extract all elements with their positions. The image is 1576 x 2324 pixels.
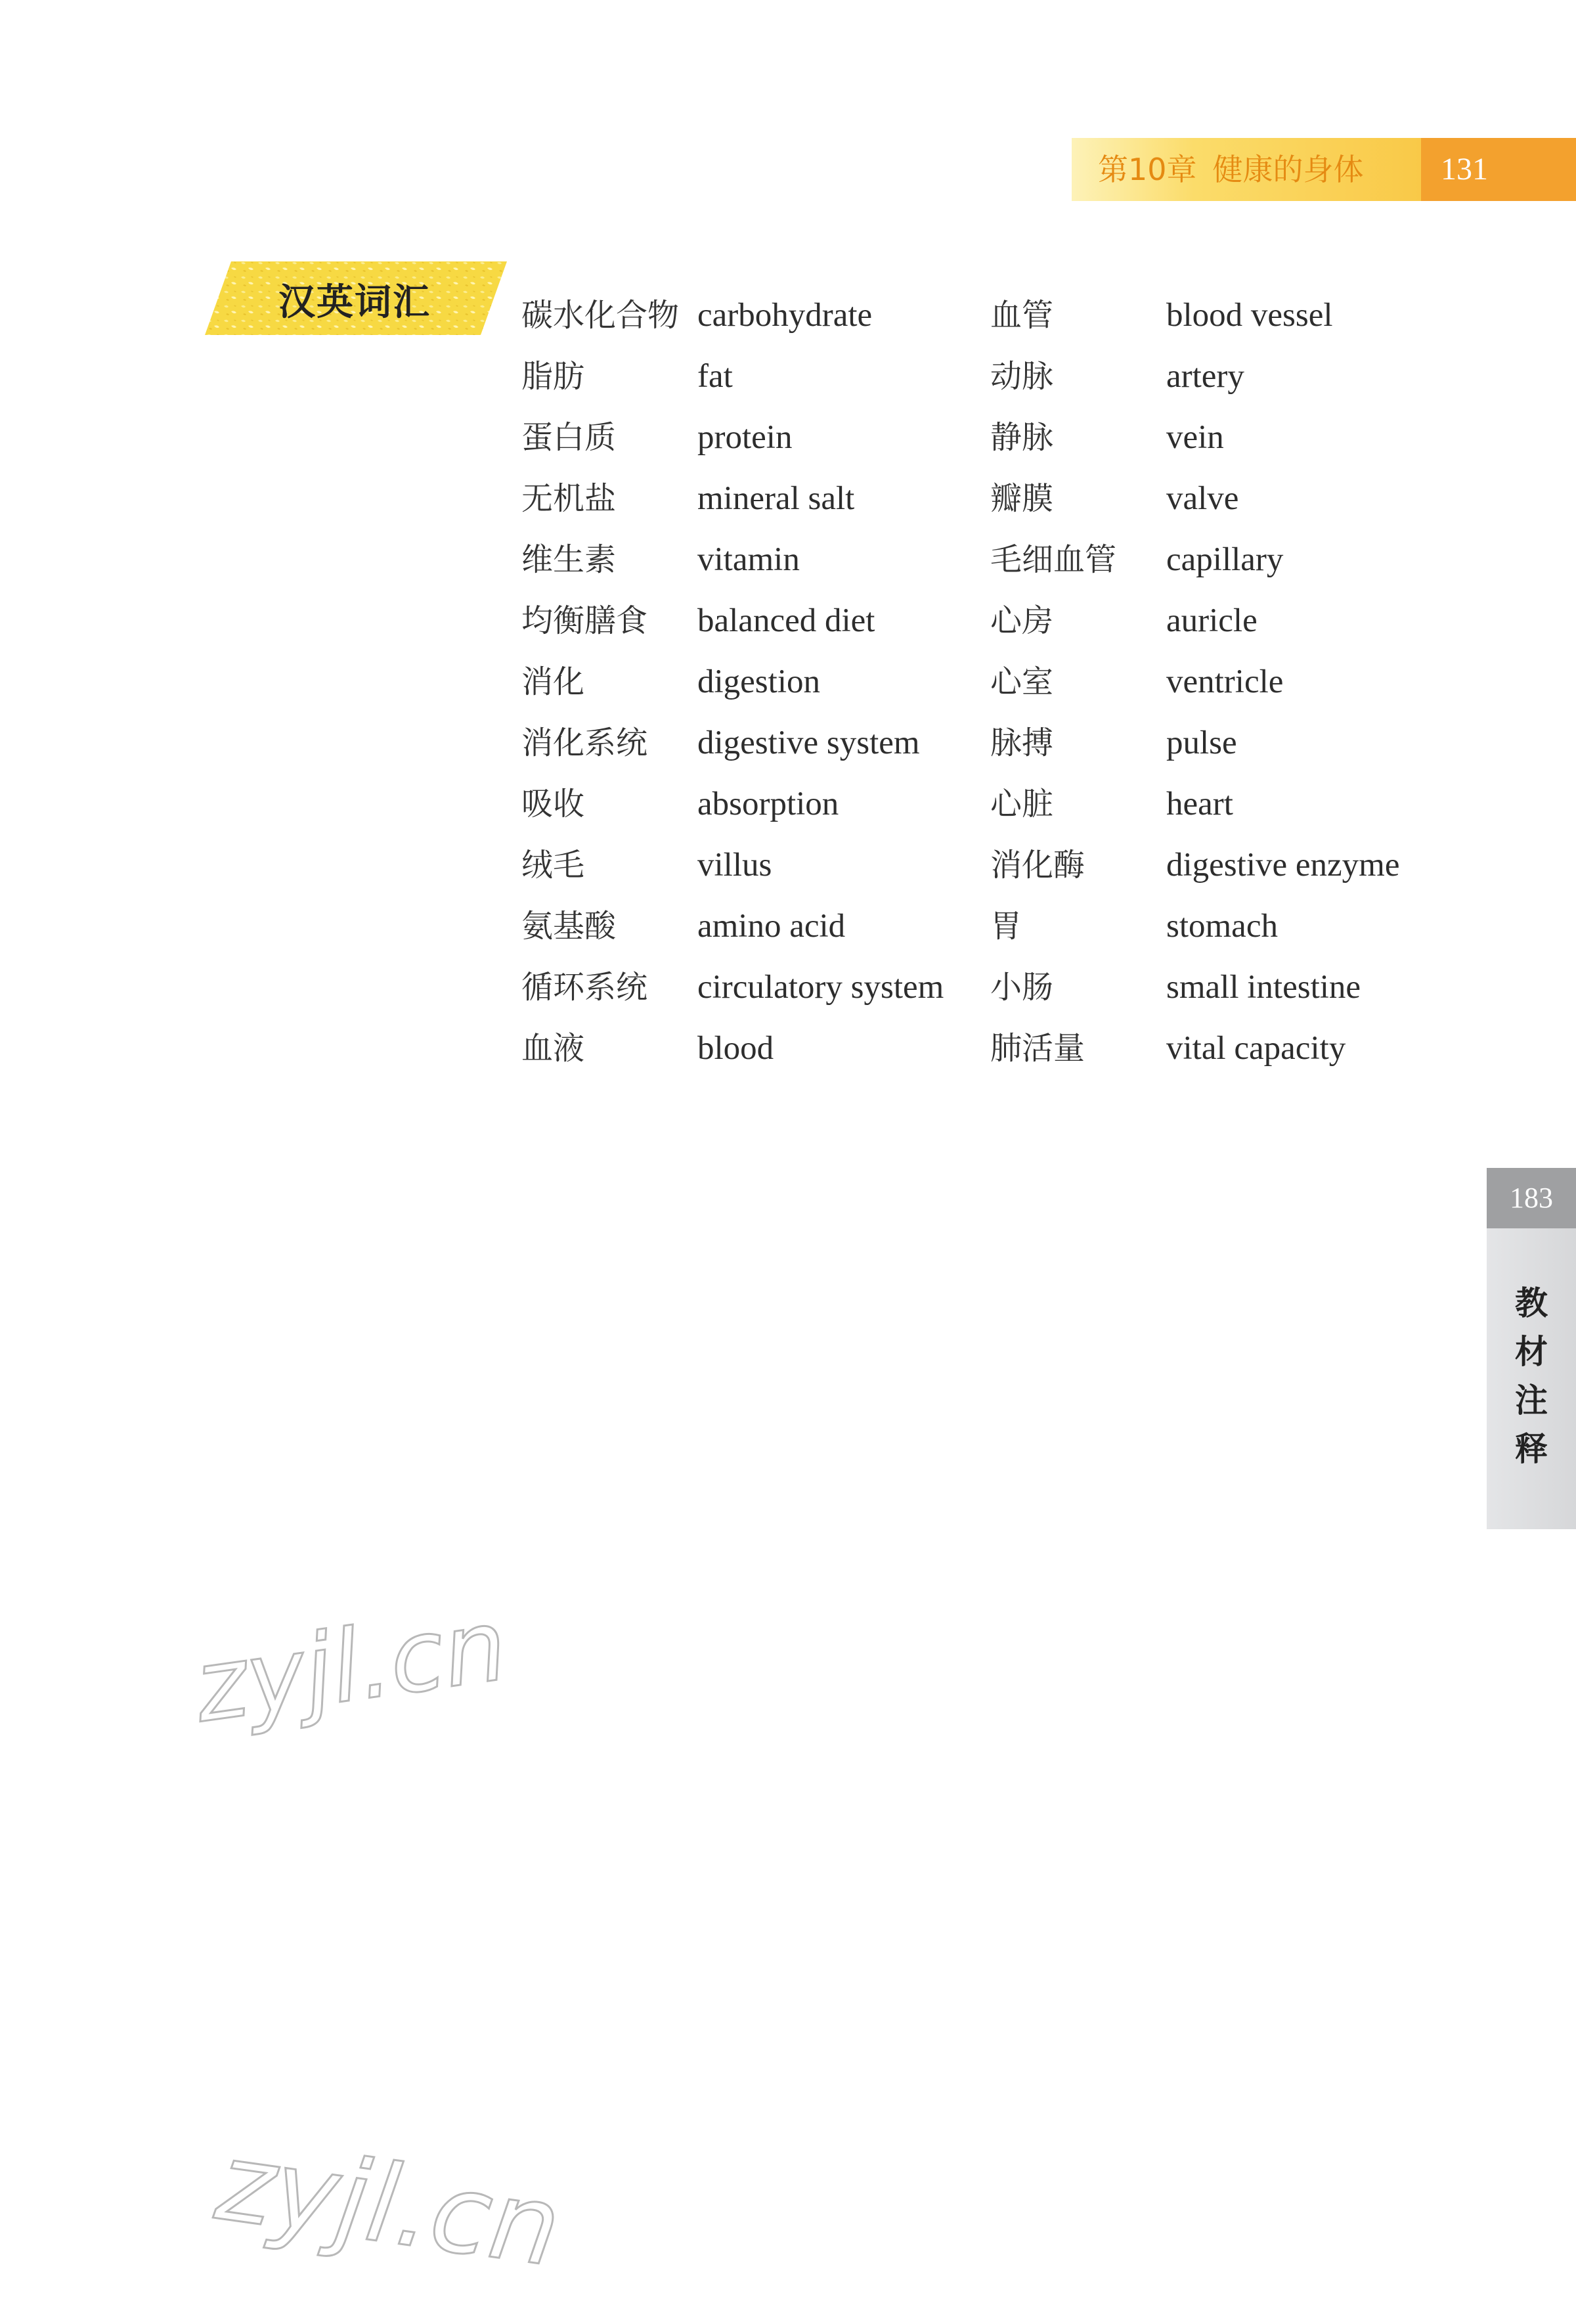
- term-chinese: 静脉: [990, 419, 1054, 456]
- term-chinese: 毛细血管: [990, 541, 1117, 578]
- watermark: zyjl.cn: [188, 1588, 514, 1745]
- term-english: absorption: [697, 786, 839, 822]
- term-chinese: 心室: [990, 663, 1054, 700]
- term-chinese: 脂肪: [521, 358, 585, 395]
- term-chinese: 氨基酸: [521, 908, 617, 945]
- side-tab-page-number: 183: [1487, 1168, 1576, 1228]
- term-english: carbohydrate: [697, 297, 873, 334]
- term-chinese: 血液: [521, 1030, 585, 1067]
- vocabulary-row: [519, 289, 1438, 350]
- side-tab-char: 释: [1515, 1430, 1548, 1468]
- vocabulary-row: [519, 533, 1438, 594]
- term-english: blood: [697, 1030, 774, 1067]
- term-chinese: 心房: [990, 602, 1054, 639]
- term-chinese: 心脏: [990, 786, 1054, 822]
- side-tab-char: 教: [1515, 1284, 1548, 1322]
- term-chinese: 均衡膳食: [521, 602, 648, 639]
- vocabulary-row: [519, 472, 1438, 533]
- term-chinese: 维生素: [521, 541, 617, 578]
- vocabulary-row: [519, 961, 1438, 1022]
- term-english: pulse: [1166, 725, 1237, 761]
- term-english: blood vessel: [1166, 297, 1333, 334]
- term-chinese: 蛋白质: [521, 419, 617, 456]
- term-chinese: 脉搏: [990, 725, 1054, 761]
- vocabulary-row: [519, 656, 1438, 717]
- term-chinese: 无机盐: [521, 480, 617, 517]
- term-english: mineral salt: [697, 480, 855, 517]
- chapter-title: 健康的身体: [1212, 152, 1364, 187]
- vocabulary-row: [519, 1022, 1438, 1083]
- term-english: protein: [697, 419, 793, 456]
- term-chinese: 绒毛: [521, 847, 585, 883]
- term-english: digestive system: [697, 725, 920, 761]
- side-tab-char: 注: [1515, 1381, 1548, 1419]
- term-english: capillary: [1166, 541, 1284, 578]
- term-english: vital capacity: [1166, 1030, 1346, 1067]
- term-english: digestive enzyme: [1166, 847, 1400, 883]
- term-chinese: 吸收: [521, 786, 585, 822]
- vocabulary-row: [519, 594, 1438, 656]
- term-english: balanced diet: [697, 602, 875, 639]
- term-chinese: 碳水化合物: [521, 297, 680, 334]
- section-tag: [205, 260, 507, 336]
- vocabulary-row: [519, 900, 1438, 961]
- vocabulary-row: [519, 411, 1438, 472]
- section-title: 汉英词汇: [278, 280, 431, 324]
- term-english: ventricle: [1166, 663, 1284, 700]
- vocabulary-row: [519, 350, 1438, 411]
- term-chinese: 肺活量: [990, 1030, 1085, 1067]
- term-english: circulatory system: [697, 969, 944, 1006]
- vocabulary-row: [519, 839, 1438, 900]
- term-chinese: 瓣膜: [990, 480, 1054, 517]
- header-page-number: 131: [1421, 138, 1576, 201]
- term-english: artery: [1166, 358, 1244, 395]
- term-chinese: 动脉: [990, 358, 1054, 395]
- side-tab-char: 材: [1515, 1333, 1548, 1371]
- term-english: auricle: [1166, 602, 1258, 639]
- chapter-header: [1098, 146, 1364, 193]
- term-english: heart: [1166, 786, 1233, 822]
- term-english: vitamin: [697, 541, 800, 578]
- term-chinese: 消化系统: [521, 725, 648, 761]
- term-chinese: 循环系统: [521, 969, 648, 1006]
- term-english: digestion: [697, 663, 820, 700]
- chapter-label: 第10章: [1098, 152, 1197, 187]
- term-chinese: 血管: [990, 297, 1054, 334]
- vocabulary-row: [519, 717, 1438, 778]
- term-chinese: 消化: [521, 663, 585, 700]
- term-english: fat: [697, 358, 733, 395]
- term-chinese: 小肠: [990, 969, 1054, 1006]
- term-english: stomach: [1166, 908, 1278, 945]
- watermark: zyjl.cn: [209, 2118, 568, 2291]
- term-english: valve: [1166, 480, 1239, 517]
- term-english: amino acid: [697, 908, 846, 945]
- term-chinese: 消化酶: [990, 847, 1085, 883]
- term-english: vein: [1166, 419, 1224, 456]
- term-chinese: 胃: [990, 908, 1022, 945]
- term-english: small intestine: [1166, 969, 1361, 1006]
- vocabulary-table: [519, 289, 1438, 1083]
- vocabulary-row: [519, 778, 1438, 839]
- term-english: villus: [697, 847, 772, 883]
- side-tab-label: [1487, 1228, 1576, 1529]
